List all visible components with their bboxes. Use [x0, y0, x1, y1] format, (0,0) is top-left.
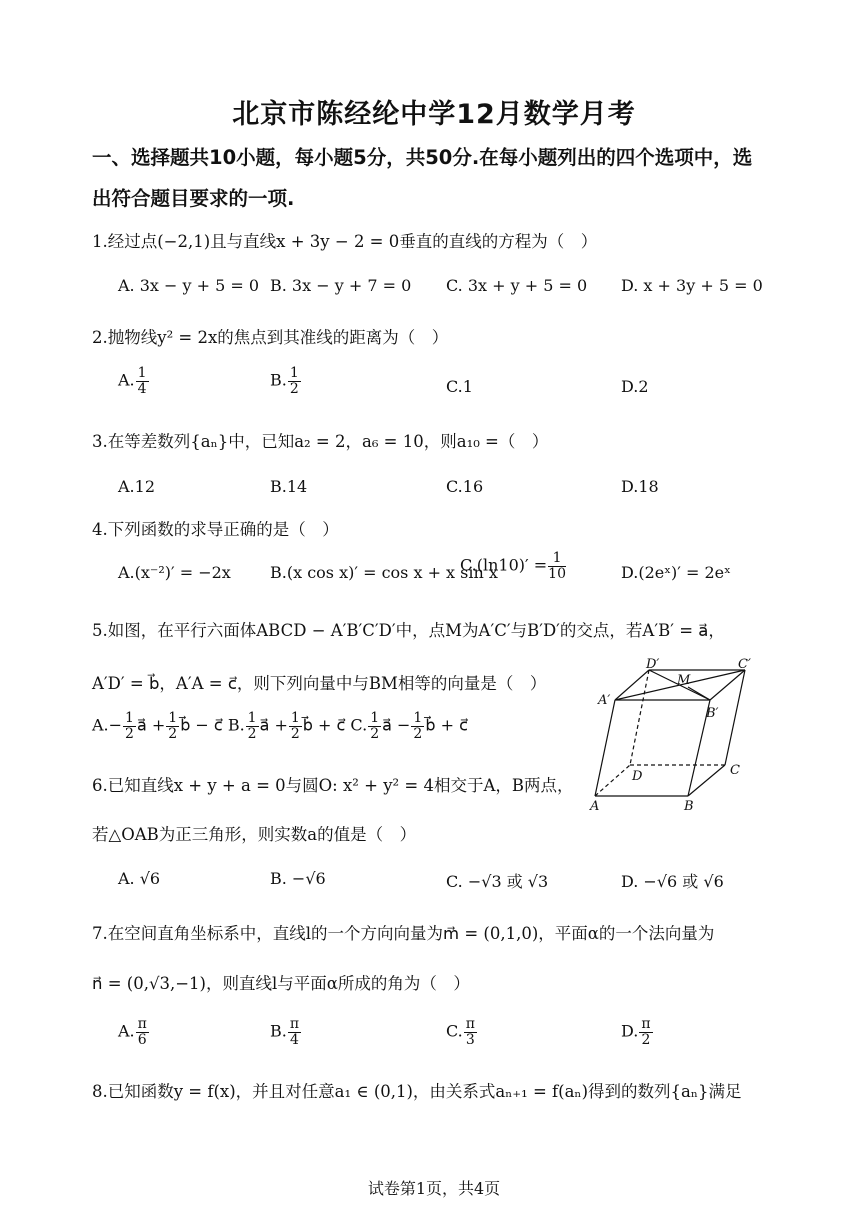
- question-7-stem-line1: 7.在空间直角坐标系中，直线l的一个方向向量为m⃗ = (0,1,0)，平面α的一个法向量为: [92, 924, 715, 943]
- label-a: A: [590, 799, 600, 814]
- q2-option-a-label: A.: [118, 370, 135, 390]
- q7-option-d-label: D.: [621, 1021, 639, 1041]
- q4-option-d: D.(2eˣ)′ = 2eˣ: [621, 563, 731, 582]
- q7-option-c-fraction: $\frac{\pi}{3}$: [465, 1016, 475, 1048]
- q6-option-a: A. √6: [118, 869, 161, 888]
- q6-option-c: C. −√3 或 √3: [446, 872, 549, 891]
- q7-option-c: [446, 1017, 478, 1047]
- q5-c-tail: b⃗ + c⃗: [425, 715, 468, 735]
- q3-option-a: A.12: [118, 477, 155, 496]
- question-1-stem: 1.经过点(−2,1)且与直线x + 3y − 2 = 0垂直的直线的方程为（ ）: [92, 232, 598, 251]
- q2-option-a-fraction: $\frac{1}{4}$: [137, 365, 147, 397]
- question-8-stem: 8.已知函数y = f(x)，并且对任意a₁ ∈ (0,1)，由关系式aₙ₊₁ = f(aₙ)得到的数列{aₙ}满足: [92, 1082, 742, 1101]
- label-c: C: [730, 763, 740, 778]
- q1-option-d: D. x + 3y + 5 = 0: [621, 276, 763, 295]
- page-title: 北京市陈经纶中学12月数学月考: [232, 99, 636, 130]
- q5-c-term: a⃗ −: [382, 715, 411, 735]
- question-4-stem: 4.下列函数的求导正确的是（ ）: [92, 520, 339, 539]
- q5-a-tail: b⃗ − c⃗: [180, 715, 223, 735]
- q4-option-c-fraction: $\frac{1}{10}$: [548, 550, 566, 582]
- q1-option-c: C. 3x + y + 5 = 0: [446, 276, 588, 295]
- q7-option-a-label: A.: [118, 1021, 135, 1041]
- q2-option-b-fraction: $\frac{1}{2}$: [289, 365, 299, 397]
- label-aprime: A′: [598, 693, 611, 708]
- q4-option-c-label: C.(ln10)′ =: [460, 555, 548, 575]
- q7-option-b: [270, 1017, 302, 1047]
- q4-option-c: [460, 551, 567, 581]
- question-5-stem-line2: A′D′ = b⃗，A′A = c⃗，则下列向量中与BM相等的向量是（ ）: [92, 674, 547, 693]
- q2-option-b: [270, 366, 302, 396]
- q4-option-a: A.(x⁻²)′ = −2x: [118, 563, 231, 582]
- q5-frac-5: $\frac{1}{2}$: [370, 710, 380, 742]
- q2-option-d: D.2: [621, 377, 649, 396]
- segment-bm: [688, 687, 710, 700]
- q5-b-term: a⃗ +: [259, 715, 288, 735]
- q2-option-b-label: B.: [270, 370, 287, 390]
- q5-options-row: [92, 711, 468, 741]
- q7-option-d-fraction: $\frac{\pi}{2}$: [641, 1016, 651, 1048]
- question-7-stem-line2: n⃗ = (0,√3,−1)，则直线l与平面α所成的角为（ ）: [92, 974, 470, 993]
- q5-a-term: a⃗ +: [136, 715, 166, 735]
- q2-option-a: [118, 366, 150, 396]
- q3-option-d: D.18: [621, 477, 659, 496]
- label-cprime: C′: [738, 657, 751, 672]
- label-m: M: [677, 673, 691, 688]
- q7-option-b-fraction: $\frac{\pi}{4}$: [289, 1016, 300, 1048]
- question-2-stem: 2.抛物线y² = 2x的焦点到其准线的距离为（ ）: [92, 328, 449, 347]
- q1-option-a: A. 3x − y + 5 = 0: [118, 276, 260, 295]
- q5-frac-6: $\frac{1}{2}$: [413, 710, 423, 742]
- q7-option-a-fraction: $\frac{\pi}{6}$: [137, 1016, 147, 1048]
- section-heading-line1: 一、选择题共10小题，每小题5分，共50分.在每小题列出的四个选项中，选: [92, 146, 753, 169]
- q7-option-a: [118, 1017, 150, 1047]
- q4-option-b: B.(x cos x)′ = cos x + x sin x: [270, 563, 498, 582]
- page-footer: 试卷第1页，共4页: [367, 1179, 501, 1198]
- q5-option-b-label: B.: [227, 715, 245, 735]
- q5-frac-2: $\frac{1}{2}$: [168, 710, 178, 742]
- section-heading-line2: 出符合题目要求的一项.: [92, 187, 295, 210]
- q2-option-c: C.1: [446, 377, 473, 396]
- q7-option-c-label: C.: [446, 1021, 463, 1041]
- label-bprime: B′: [706, 706, 719, 721]
- q5-option-c-label: C.: [350, 715, 368, 735]
- q5-frac-4: $\frac{1}{2}$: [290, 710, 300, 742]
- q5-frac-3: $\frac{1}{2}$: [247, 710, 257, 742]
- label-dprime: D′: [646, 657, 660, 672]
- q1-option-b: B. 3x − y + 7 = 0: [270, 276, 412, 295]
- q7-option-d: [621, 1017, 654, 1047]
- q6-option-d: D. −√6 或 √6: [621, 872, 724, 891]
- q5-frac-1: $\frac{1}{2}$: [125, 710, 134, 742]
- question-6-stem-line1: 6.已知直线x + y + a = 0与圆O: x² + y² = 4相交于A，B两点，: [92, 776, 574, 795]
- question-3-stem: 3.在等差数列{aₙ}中，已知a₂ = 2，a₆ = 10，则a₁₀ =（ ）: [92, 432, 549, 451]
- question-5-stem-line1: 5.如图，在平行六面体ABCD − A′B′C′D′中，点M为A′C′与B′D′的交点，若A′B′ = a⃗，: [92, 621, 725, 640]
- parallelepiped-figure: [580, 650, 780, 820]
- label-d: D: [632, 769, 643, 784]
- q5-b-tail: b⃗ + c⃗: [302, 715, 346, 735]
- q3-option-c: C.16: [446, 477, 484, 496]
- q6-option-b: B. −√6: [270, 869, 326, 888]
- label-b: B: [684, 799, 694, 814]
- q3-option-b: B.14: [270, 477, 308, 496]
- q5-option-a-label: A.−: [92, 715, 123, 735]
- q7-option-b-label: B.: [270, 1021, 287, 1041]
- question-6-stem-line2: 若△OAB为正三角形，则实数a的值是（ ）: [92, 825, 417, 844]
